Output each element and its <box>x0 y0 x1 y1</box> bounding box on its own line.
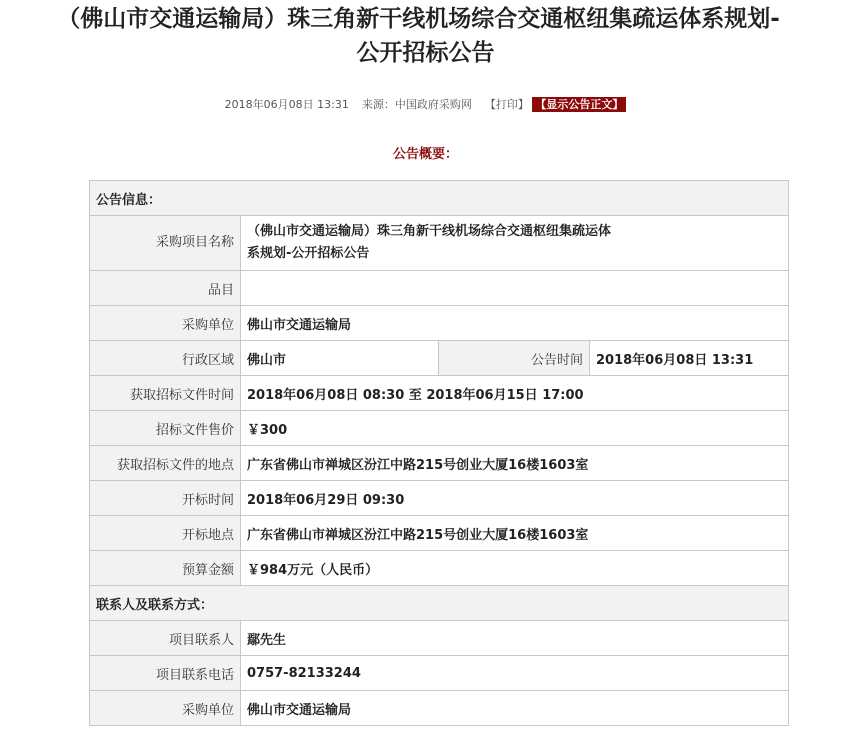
category-value <box>241 271 789 306</box>
table-row <box>90 216 789 271</box>
source-name[interactable]: 中国政府采购网 <box>394 98 472 111</box>
doc-place-value: 广东省佛山市禅城区汾江中路215号创业大厦16楼1603室 <box>241 446 789 481</box>
table-row <box>90 411 789 446</box>
project-name-label: 采购项目名称 <box>90 216 241 271</box>
contact-label: 项目联系人 <box>90 621 241 656</box>
open-place-label: 开标地点 <box>90 516 241 551</box>
region-label: 行政区域 <box>90 341 241 376</box>
print-link[interactable]: 【打印】 <box>484 98 529 111</box>
section-title-info: 公告信息： <box>90 181 789 216</box>
announcement-summary-table <box>89 180 789 726</box>
open-time-label: 开标时间 <box>90 481 241 516</box>
category-label: 品目 <box>90 271 241 306</box>
table-row <box>90 656 789 691</box>
purchaser2-value: 佛山市交通运输局 <box>241 691 789 726</box>
doc-price-label: 招标文件售价 <box>90 411 241 446</box>
section-row-contact <box>90 586 789 621</box>
table-row <box>90 446 789 481</box>
budget-label: 预算金额 <box>90 551 241 586</box>
table-row <box>90 341 789 376</box>
section-row-info <box>90 181 789 216</box>
purchaser-value: 佛山市交通运输局 <box>241 306 789 341</box>
phone-label: 项目联系电话 <box>90 656 241 691</box>
table-row <box>90 271 789 306</box>
source-label: 来源： <box>361 98 395 111</box>
project-name-value <box>241 216 789 271</box>
contact-value: 鄢先生 <box>241 621 789 656</box>
table-row <box>90 621 789 656</box>
table-row <box>90 481 789 516</box>
table-row <box>90 516 789 551</box>
region-value: 佛山市 <box>241 341 439 376</box>
open-time-value: 2018年06月29日 09:30 <box>241 481 789 516</box>
page-title-line2: 公开招标公告 <box>356 40 495 66</box>
announce-time-value: 2018年06月08日 13:31 <box>590 341 789 376</box>
doc-time-label: 获取招标文件时间 <box>90 376 241 411</box>
doc-price-value: ￥300 <box>241 411 789 446</box>
purchaser-label: 采购单位 <box>90 306 241 341</box>
summary-heading: 公告概要： <box>392 147 458 162</box>
table-row <box>90 376 789 411</box>
doc-time-value: 2018年06月08日 08:30 至 2018年06月15日 17:00 <box>241 376 789 411</box>
publish-datetime: 2018年06月08日 13:31 <box>224 98 349 111</box>
table-row <box>90 551 789 586</box>
doc-place-label: 获取招标文件的地点 <box>90 446 241 481</box>
table-row <box>90 306 789 341</box>
page-title <box>0 2 851 70</box>
project-name-line2: 系规划-公开招标公告 <box>247 246 370 261</box>
open-place-value: 广东省佛山市禅城区汾江中路215号创业大厦16楼1603室 <box>241 516 789 551</box>
table-row <box>90 691 789 726</box>
section-title-contact: 联系人及联系方式： <box>90 586 789 621</box>
phone-value: 0757-82133244 <box>241 656 789 691</box>
show-announcement-text-button[interactable]: 【显示公告正文】 <box>532 97 626 112</box>
purchaser2-label: 采购单位 <box>90 691 241 726</box>
budget-value: ￥984万元（人民币） <box>241 551 789 586</box>
meta-bar <box>0 96 851 112</box>
page-title-line1: （佛山市交通运输局）珠三角新干线机场综合交通枢纽集疏运体系规划- <box>57 6 780 32</box>
project-name-line1: （佛山市交通运输局）珠三角新干线机场综合交通枢纽集疏运体 <box>247 224 612 239</box>
announce-time-label: 公告时间 <box>439 341 590 376</box>
